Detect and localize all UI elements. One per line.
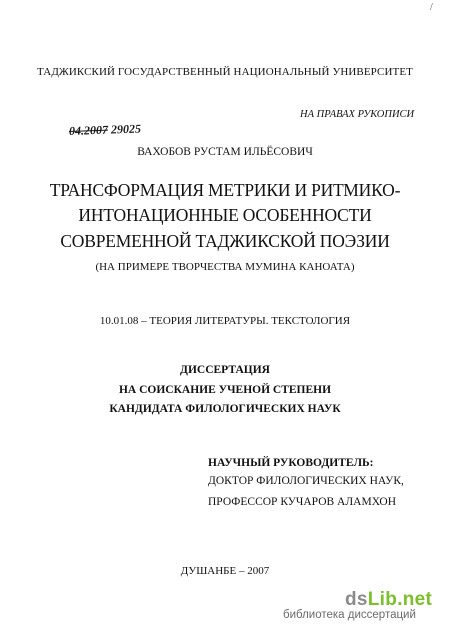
dslib-logo-tld: .net [397, 589, 433, 610]
dslib-logo [345, 589, 432, 611]
manuscript-code [69, 121, 141, 139]
supervisor-name: ПРОФЕССОР КУЧАРОВ АЛАМХОН [208, 496, 397, 508]
dissertation-field-line: КАНДИДАТА ФИЛОЛОГИЧЕСКИХ НАУК [109, 403, 341, 415]
title-line-2: ИНТОНАЦИОННЫЕ ОСОБЕННОСТИ [78, 205, 372, 225]
title-line-3: СОВРЕМЕННОЙ ТАДЖИКСКОЙ ПОЭЗИИ [60, 231, 390, 251]
subtitle: (НА ПРИМЕРЕ ТВОРЧЕСТВА МУМИНА КАНОАТА) [95, 261, 355, 273]
manuscript-code-prefix: 04.2007 [68, 122, 109, 138]
dslib-logo-name: Lib [367, 589, 398, 610]
corner-mark: / [430, 2, 433, 13]
supervisor-degree: ДОКТОР ФИЛОЛОГИЧЕСКИХ НАУК, [208, 475, 404, 487]
specialty-code: 10.01.08 – ТЕОРИЯ ЛИТЕРАТУРЫ. ТЕКСТОЛОГИЯ [99, 315, 351, 327]
supervisor-heading: НАУЧНЫЙ РУКОВОДИТЕЛЬ: [208, 457, 374, 469]
rights-note: НА ПРАВАХ РУКОПИСИ [300, 109, 415, 120]
title-line-1: ТРАНСФОРМАЦИЯ МЕТРИКИ И РИТМИКО- [49, 180, 401, 200]
dissertation-degree-line: НА СОИСКАНИЕ УЧЕНОЙ СТЕПЕНИ [118, 384, 332, 396]
dissertation-heading: ДИССЕРТАЦИЯ [180, 364, 270, 376]
dslib-logo-prefix: ds [345, 589, 368, 610]
city-year: ДУШАНБЕ – 2007 [180, 565, 270, 577]
manuscript-code-number: 29025 [110, 121, 142, 137]
university-name: ТАДЖИКСКИЙ ГОСУДАРСТВЕННЫЙ НАЦИОНАЛЬНЫЙ УНИВЕРСИТЕТ [37, 66, 413, 78]
author-name: ВАХОБОВ РУСТАМ ИЛЬЁСОВИЧ [137, 146, 313, 158]
dslib-caption: библиотека диссертаций [283, 609, 416, 621]
